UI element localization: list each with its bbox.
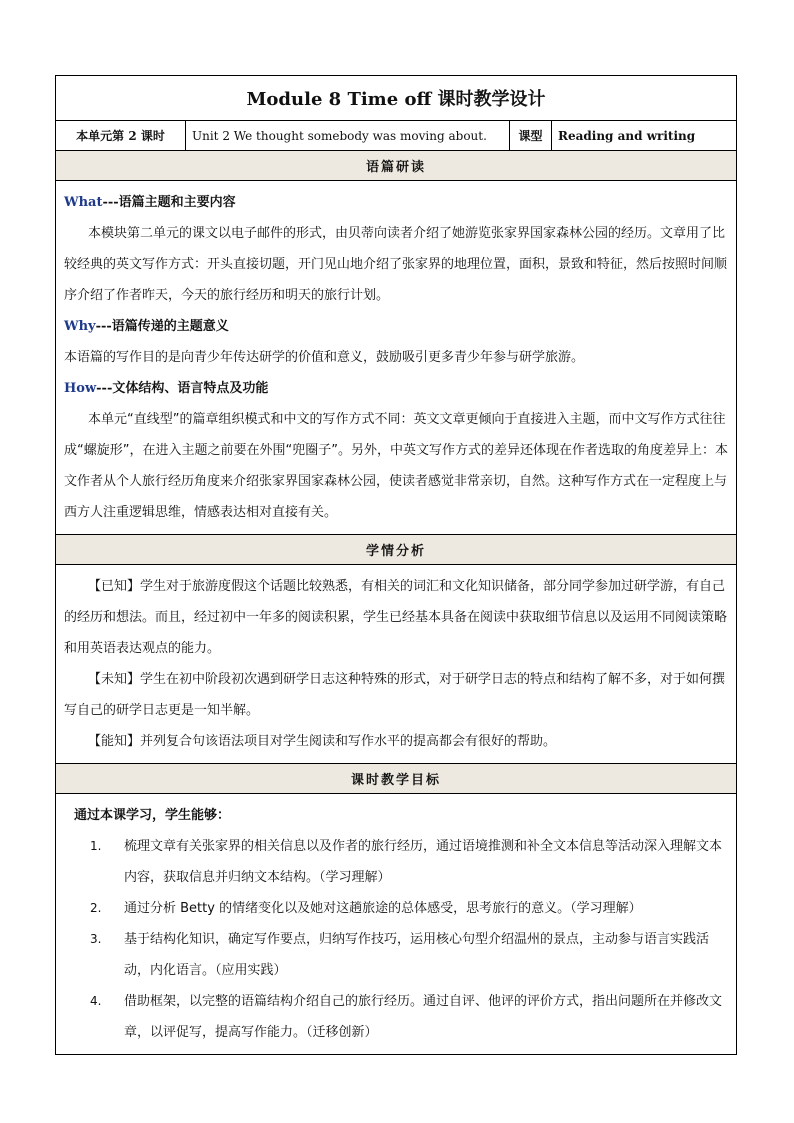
how-title: ---文体结构、语言特点及功能 (96, 381, 269, 396)
section-heading-learner-analysis: 学情分析 (56, 535, 736, 565)
objective-item (64, 924, 730, 986)
objective-item (64, 831, 730, 893)
text-analysis-body (56, 181, 736, 535)
lesson-type-label: 课型 (510, 121, 552, 150)
what-title: ---语篇主题和主要内容 (102, 195, 236, 210)
why-heading (64, 311, 730, 342)
lesson-number-cell: 本单元第 2 课时 (56, 121, 186, 150)
lesson-meta-row (56, 121, 736, 151)
how-paragraph: 本单元“直线型”的篇章组织模式和中文的写作方式不同：英文文章更倾向于直接进入主题，而中文写作方式往往成“螺旋形”，在进入主题之前要在外围“兜圈子”。另外，中英文写作方式的差异还体现在作者选取的角度差异上：本文作者从个人旅行经历角度来介绍张家界国家森林公园，使读者感觉非常亲切，自然。这种写作方式在一定程度上与西方人注重逻辑思维，情感表达相对直接有关。 (64, 412, 728, 520)
known-paragraph: 【已知】学生对于旅游度假这个话题比较熟悉，有相关的词汇和文化知识储备，部分同学参加过研学游，有自己的经历和想法。而且，经过初中一年多的阅读积累，学生已经基本具备在阅读中获取细节信息以及运用不同阅读策略和用英语表达观点的能力。 (64, 579, 728, 656)
objective-item (64, 893, 730, 924)
objective-text: 基于结构化知识，确定写作要点，归纳写作技巧，运用核心句型介绍温州的景点，主动参与语言实践活动，内化语言。（应用实践） (124, 932, 710, 978)
page-title: Module 8 Time off 课时教学设计 (56, 76, 736, 121)
section-heading-objectives: 课时教学目标 (56, 764, 736, 794)
how-heading (64, 373, 730, 404)
unit-title-cell: Unit 2 We thought somebody was moving about. (186, 121, 510, 150)
how-label: How (64, 381, 97, 396)
learner-analysis-body (56, 565, 736, 764)
section-heading-text-analysis: 语篇研读 (56, 151, 736, 181)
what-paragraph: 本模块第二单元的课文以电子邮件的形式，由贝蒂向读者介绍了她游览张家界国家森林公园的经历。文章用了比较经典的英文写作方式：开头直接切题，开门见山地介绍了张家界的地理位置，面积，景致和特征，然后按照时间顺序介绍了作者昨天，今天的旅行经历和明天的旅行计划。 (64, 226, 728, 303)
objectives-body (56, 794, 736, 1054)
objective-text: 借助框架，以完整的语篇结构介绍自己的旅行经历。通过自评、他评的评价方式，指出问题所在并修改文章，以评促写，提高写作能力。（迁移创新） (124, 994, 723, 1040)
lesson-plan-table (55, 75, 737, 1055)
what-heading (64, 187, 730, 218)
objective-item (64, 986, 730, 1048)
objective-number: 1. (90, 839, 102, 853)
objective-text: 梳理文章有关张家界的相关信息以及作者的旅行经历，通过语境推测和补全文本信息等活动深入理解文本内容，获取信息并归纳文本结构。（学习理解） (124, 839, 723, 885)
objectives-intro: 通过本课学习，学生能够： (74, 808, 231, 823)
objective-number: 4. (90, 994, 102, 1008)
why-label: Why (64, 319, 96, 334)
lesson-type-value: Reading and writing (558, 128, 696, 143)
objective-text: 通过分析 Betty 的情绪变化以及她对这趟旅途的总体感受，思考旅行的意义。（学习理解） (124, 901, 642, 916)
objective-number: 3. (90, 932, 102, 946)
able-paragraph: 【能知】并列复合句该语法项目对学生阅读和写作水平的提高都会有很好的帮助。 (88, 734, 557, 749)
why-paragraph: 本语篇的写作目的是向青少年传达研学的价值和意义，鼓励吸引更多青少年参与研学旅游。 (64, 350, 585, 365)
unknown-paragraph: 【未知】学生在初中阶段初次遇到研学日志这种特殊的形式，对于研学日志的特点和结构了解不多，对于如何撰写自己的研学日志更是一知半解。 (64, 672, 726, 718)
objective-number: 2. (90, 901, 102, 915)
why-title: ---语篇传递的主题意义 (95, 319, 229, 334)
what-label: What (64, 195, 103, 210)
